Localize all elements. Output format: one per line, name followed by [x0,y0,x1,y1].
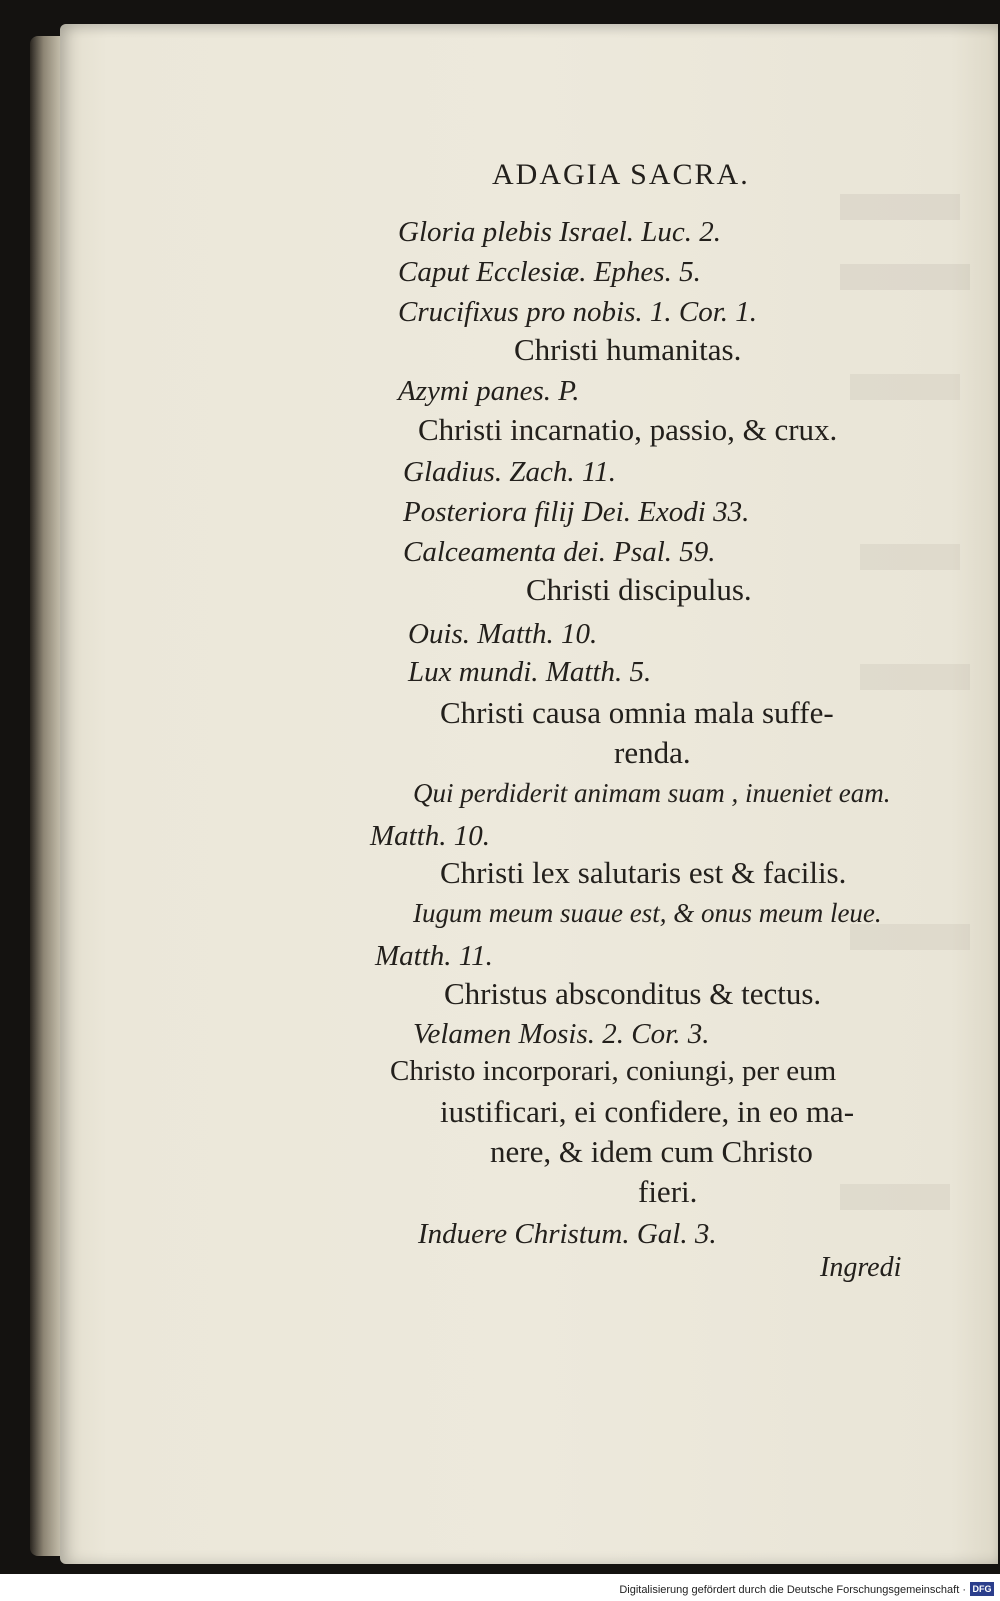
section-heading: Christo incorporari, coniungi, per eum [390,1055,837,1087]
digitization-credit: Digitalisierung gefördert durch die Deutsche Forschungsgemeinschaft · [619,1584,966,1596]
section-heading: Christi humanitas. [514,332,742,367]
book-page-edge [30,36,64,1556]
text-line: Azymi panes. P. [398,375,580,407]
text-line: Crucifixus pro nobis. 1. Cor. 1. [398,296,758,328]
text-line: Calceamenta dei. Psal. 59. [403,536,716,568]
show-through-shadow [840,194,960,220]
catchword: Ingredi [820,1252,902,1283]
text-line: Lux mundi. Matth. 5. [408,656,652,688]
text-line: Gloria plebis Israel. Luc. 2. [398,216,722,248]
running-head: ADAGIA SACRA. [492,158,750,191]
text-line: Matth. 10. [370,820,491,852]
section-heading: Christus absconditus & tectus. [444,976,822,1011]
show-through-shadow [860,544,960,570]
text-line: Ouis. Matth. 10. [408,618,598,650]
section-heading: Christi discipulus. [526,572,752,607]
show-through-shadow [840,264,970,290]
text-line: Iugum meum suaue est, & onus meum leue. [413,898,882,928]
text-line: Induere Christum. Gal. 3. [418,1218,717,1250]
section-heading: Christi incarnatio, passio, & crux. [418,412,838,447]
section-heading: renda. [614,735,691,770]
section-heading: nere, & idem cum Christo [490,1134,813,1169]
text-line: Qui perdiderit animam suam , inueniet eam. [413,778,891,808]
dfg-logo-icon: DFG [970,1582,994,1596]
show-through-shadow [860,664,970,690]
text-line: Caput Ecclesiæ. Ephes. 5. [398,256,701,288]
show-through-shadow [850,374,960,400]
section-heading: iustificari, ei confidere, in eo ma- [440,1094,855,1129]
section-heading: Christi lex salutaris est & facilis. [440,855,847,890]
text-line: Posteriora filij Dei. Exodi 33. [403,496,750,528]
section-heading: fieri. [638,1174,698,1209]
text-line: Velamen Mosis. 2. Cor. 3. [413,1018,710,1050]
text-line: Gladius. Zach. 11. [403,456,616,488]
text-line: Matth. 11. [375,940,493,972]
show-through-shadow [840,1184,950,1210]
section-heading: Christi causa omnia mala suffe- [440,695,834,730]
